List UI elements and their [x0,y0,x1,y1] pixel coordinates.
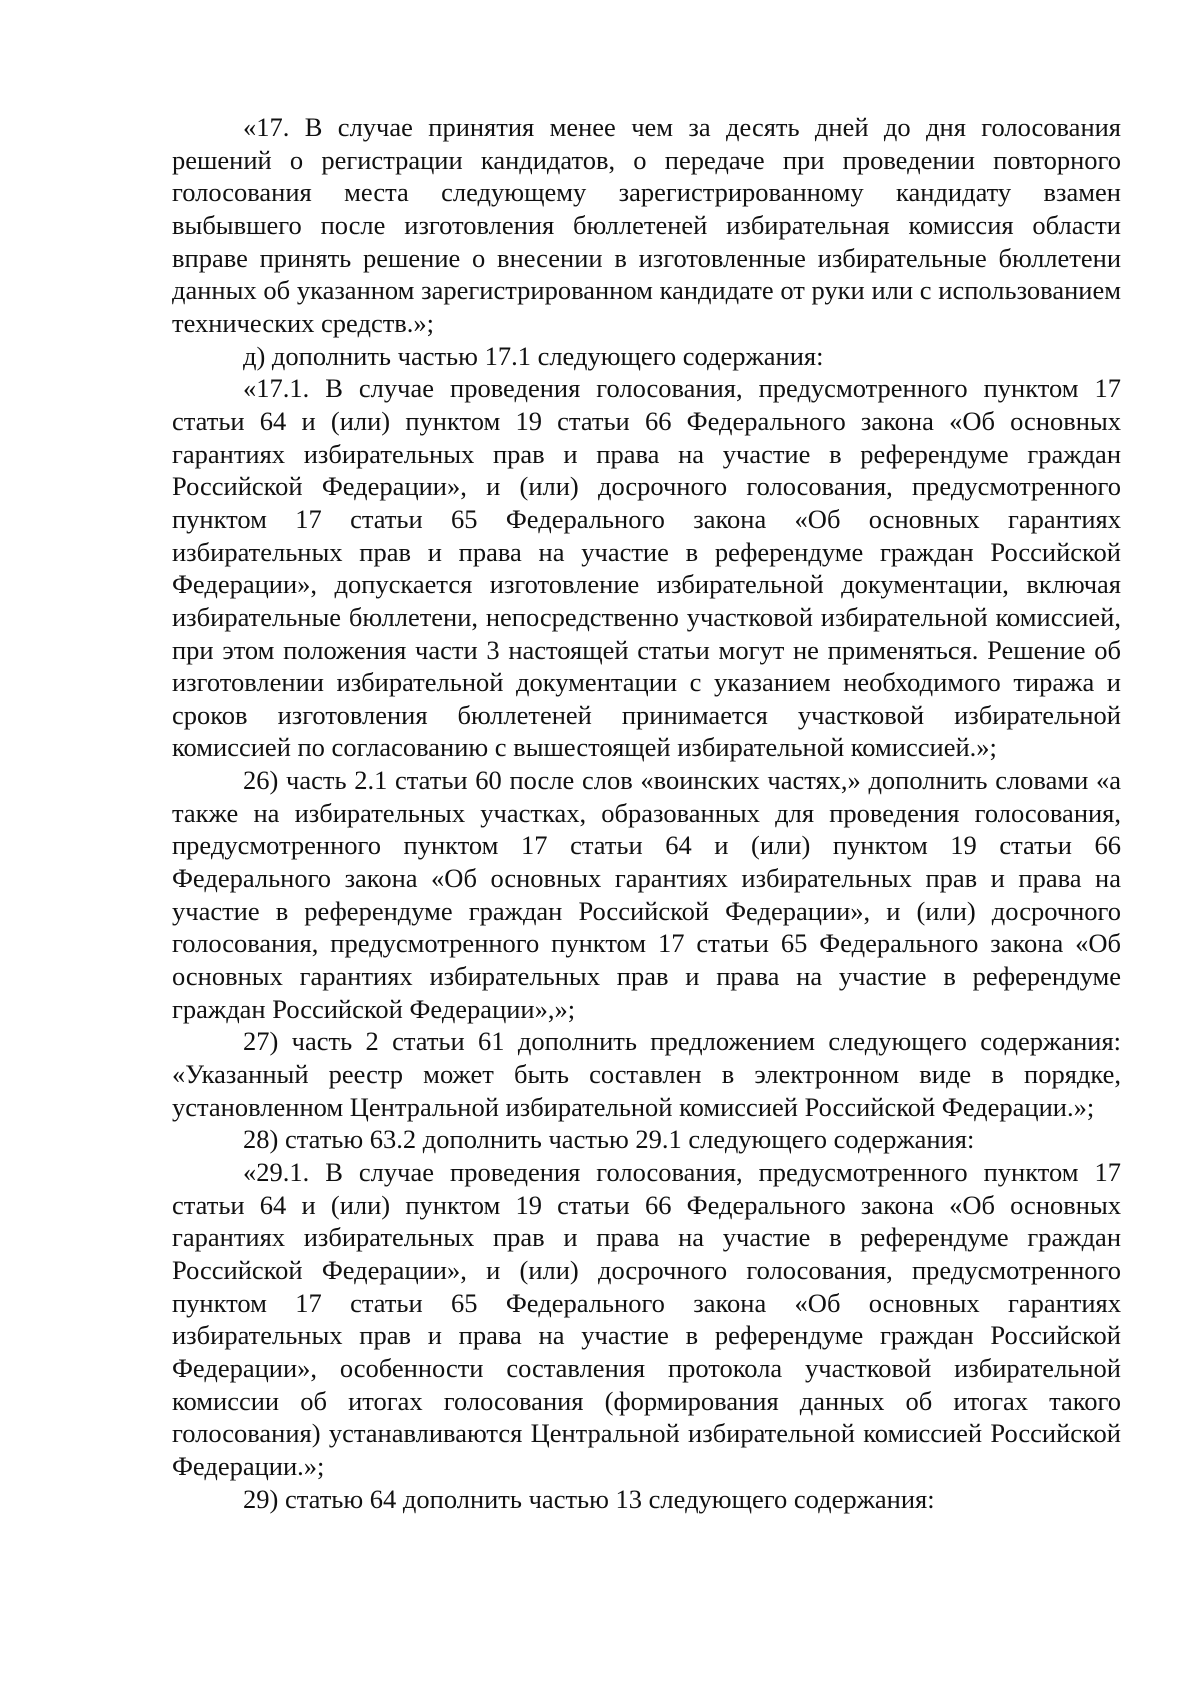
paragraph-amendment-26: 26) часть 2.1 статьи 60 после слов «воинских частях,» дополнить словами «а также на избирательных участках, образованных для проведения голосования, предусмотренного пунктом 17 статьи 64 и (или) пунктом 19 статьи 66 Федерального закона «Об основных гарантиях избирательных прав и права на участие в референдуме граждан Российской Федерации», и (или) досрочного голосования, предусмотренного пунктом 17 статьи 65 Федерального закона «Об основных гарантиях избирательных прав и права на участие в референдуме граждан Российской Федерации»,»; [172,765,1121,1024]
paragraph-amendment-29: 29) статью 64 дополнить частью 13 следующего содержания: [243,1483,935,1514]
paragraph-amendment-28: 28) статью 63.2 дополнить частью 29.1 следующего содержания: [243,1124,975,1155]
paragraph-item-29-1: «29.1. В случае проведения голосования, предусмотренного пунктом 17 статьи 64 и (или) пунктом 19 статьи 66 Федерального закона «Об основных гарантиях избирательных прав и права на участие в референдуме граждан Российской Федерации», и (или) досрочного голосования, предусмотренного пунктом 17 статьи 65 Федерального закона «Об основных гарантиях избирательных прав и права на участие в референдуме граждан Российской Федерации», особенности составления протокола участковой избирательной комиссии об итогах голосования (формирования данных об итогах такого голосования) устанавливаются Центральной избирательной комиссией Российской Федерации.»; [172,1157,1121,1481]
paragraph-amendment-27: 27) часть 2 статьи 61 дополнить предложением следующего содержания: «Указанный реестр может быть составлен в электронном виде в порядке, установленном Центральной избирательной комиссией Российской Федерации.»; [172,1026,1121,1122]
paragraph-item-17-1: «17.1. В случае проведения голосования, предусмотренного пунктом 17 статьи 64 и (или) пунктом 19 статьи 66 Федерального закона «Об основных гарантиях избирательных прав и права на участие в референдуме граждан Российской Федерации», и (или) досрочного голосования, предусмотренного пунктом 17 статьи 65 Федерального закона «Об основных гарантиях избирательных прав и права на участие в референдуме граждан Российской Федерации», допускается изготовление избирательной документации, включая избирательные бюллетени, непосредственно участковой избирательной комиссией, при этом положения части 3 настоящей статьи могут не применяться. Решение об изготовлении избирательной документации с указанием необходимого тиража и сроков изготовления бюллетеней принимается участковой избирательной комиссией по согласованию с вышестоящей избирательной комиссией.»; [172,373,1121,763]
paragraph-item-17: «17. В случае принятия менее чем за десять дней до дня голосования решений о регистрации кандидатов, о передаче при проведении повторного голосования места следующему зарегистрированному кандидату взамен выбывшего после изготовления бюллетеней избирательная комиссия области вправе принять решение о внесении в изготовленные избирательные бюллетени данных об указанном зарегистрированном кандидате от руки или с использованием технических средств.»; [172,112,1121,338]
document-body [172,111,1121,1515]
paragraph-subitem-d: д) дополнить частью 17.1 следующего содержания: [243,340,824,371]
